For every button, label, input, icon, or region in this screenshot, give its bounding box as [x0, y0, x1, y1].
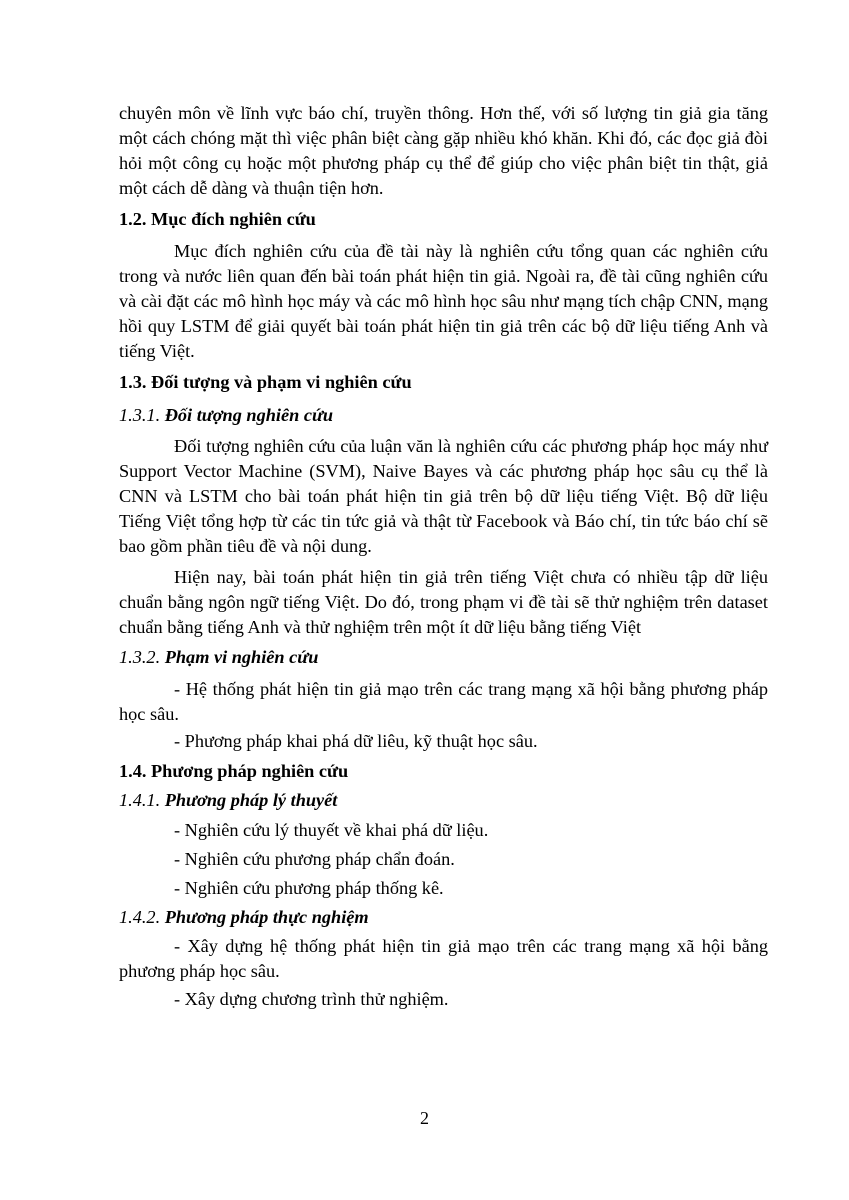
list-item: - Hệ thống phát hiện tin giả mạo trên các trang mạng xã hội bằng phương pháp học sâu.: [119, 679, 768, 724]
section-1-3-1-body-1: Đối tượng nghiên cứu của luận văn là nghiên cứu các phương pháp học máy như Support Vector Machine (SVM), Naive Bayes và các phương pháp học sâu cụ thể là CNN và LSTM cho bài toán phát hiện tin giả trên bộ dữ liệu tiếng Việt. Bộ dữ liệu Tiếng Việt tổng hợp từ các tin tức giả và thật từ Facebook và Báo chí, tin tức báo chí sẽ bao gồm phần tiêu đề và nội dung.: [119, 436, 768, 556]
section-1-4-1-item-0-block: [119, 818, 768, 843]
section-1-3-1-title: Đối tượng nghiên cứu: [164, 405, 334, 425]
section-1-4-heading-block: [119, 759, 768, 784]
section-1-2-heading-block: [119, 207, 768, 232]
section-1-4-2-title: Phương pháp thực nghiệm: [164, 907, 369, 927]
section-1-3-2-heading-block: [119, 645, 768, 670]
section-1-4-2-heading-block: [119, 905, 768, 930]
section-1-4-1-heading: [119, 788, 768, 813]
intro-paragraph: chuyên môn về lĩnh vực báo chí, truyền thông. Hơn thế, với số lượng tin giả gia tăng một cách chóng mặt thì việc phân biệt càng gặp nhiều khó khăn. Khi đó, các đọc giả đòi hỏi một công cụ hoặc một phương pháp cụ thể để giúp cho việc phân biệt tin thật, giả một cách dễ dàng và thuận tiện hơn.: [119, 103, 768, 198]
section-1-2-body-block: [119, 239, 768, 364]
section-1-3-2-title: Phạm vi nghiên cứu: [164, 647, 319, 667]
section-1-2-heading: 1.2. Mục đích nghiên cứu: [119, 209, 316, 229]
section-1-4-1-title: Phương pháp lý thuyết: [164, 790, 338, 810]
section-1-4-1-item-1-block: [119, 847, 768, 872]
list-item: - Nghiên cứu phương pháp chẩn đoán.: [174, 849, 455, 869]
intro-paragraph-block: [119, 101, 768, 201]
section-1-4-2-heading: [119, 905, 768, 930]
section-1-3-2-item-0-block: [119, 677, 768, 727]
section-1-3-1-body-2: Hiện nay, bài toán phát hiện tin giả trên tiếng Việt chưa có nhiều tập dữ liệu chuẩn bằng ngôn ngữ tiếng Việt. Do đó, trong phạm vi đề tài sẽ thử nghiệm trên dataset chuẩn bằng tiếng Anh và thử nghiệm trên một ít dữ liệu bằng tiếng Việt: [119, 567, 768, 637]
section-1-3-1-heading-block: [119, 403, 768, 428]
page-number: 2: [420, 1108, 429, 1128]
section-1-3-1-body-2-block: [119, 565, 768, 640]
list-item: - Xây dựng hệ thống phát hiện tin giả mạo trên các trang mạng xã hội bằng phương pháp học sâu.: [119, 936, 768, 981]
section-1-4-2-item-0-block: [119, 934, 768, 984]
section-1-3-2-item-1-block: [119, 729, 768, 754]
section-1-3-1-heading: [119, 403, 768, 428]
section-1-4-2-number: 1.4.2.: [119, 907, 161, 927]
section-1-4-1-number: 1.4.1.: [119, 790, 161, 810]
list-item: - Phương pháp khai phá dữ liêu, kỹ thuật học sâu.: [174, 731, 538, 751]
section-1-3-1-body-1-block: [119, 434, 768, 559]
section-1-4-1-heading-block: [119, 788, 768, 813]
section-1-3-2-heading: [119, 645, 768, 670]
section-1-4-1-item-2-block: [119, 876, 768, 901]
section-1-3-heading-block: [119, 370, 768, 395]
list-item: - Nghiên cứu phương pháp thống kê.: [174, 878, 444, 898]
section-1-4-2-item-1-block: [119, 987, 768, 1012]
section-1-2-body: Mục đích nghiên cứu của đề tài này là nghiên cứu tổng quan các nghiên cứu trong và nước liên quan đến bài toán phát hiện tin giả. Ngoài ra, đề tài cũng nghiên cứu và cài đặt các mô hình học máy và các mô hình học sâu như mạng tích chập CNN, mạng hồi quy LSTM để giải quyết bài toán phát hiện tin giả trên các bộ dữ liệu tiếng Anh và tiếng Việt.: [119, 241, 768, 361]
section-1-3-1-number: 1.3.1.: [119, 405, 161, 425]
section-1-3-2-number: 1.3.2.: [119, 647, 161, 667]
section-1-4-heading: 1.4. Phương pháp nghiên cứu: [119, 761, 349, 781]
list-item: - Nghiên cứu lý thuyết về khai phá dữ liệu.: [174, 820, 489, 840]
section-1-3-heading: 1.3. Đối tượng và phạm vi nghiên cứu: [119, 372, 412, 392]
list-item: - Xây dựng chương trình thử nghiệm.: [174, 989, 449, 1009]
